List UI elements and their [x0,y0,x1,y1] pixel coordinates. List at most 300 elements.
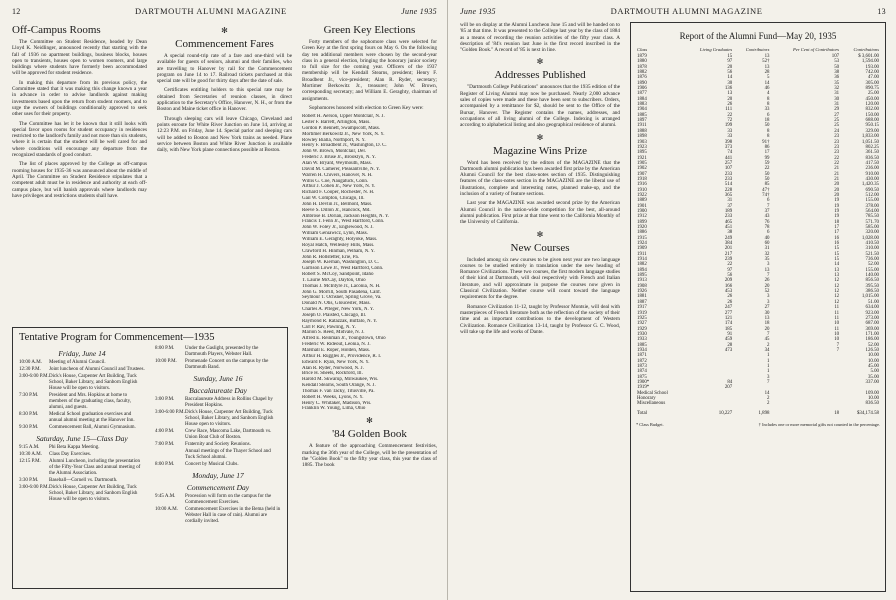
table-cell: 12 [834,283,840,289]
fares-para: Through sleeping cars will leave Chicago, Cleveland and points enroute for White River Junction on June 14, arriving at 12:23 P.M. on Friday, June 14. Special parlor and sleeping cars will be added to Boston and New York trains as needed. Plane service between Boston and White River Junction is available daily, with New York plane connections possible at Boston. [157,115,292,154]
table-cell: 1882 [637,262,647,268]
table-cell: 398 [724,139,733,145]
table-cell: 120.00 [865,102,879,108]
event-time: 7:00 P.M. [155,442,175,447]
table-cell: 15 [834,251,840,257]
table-cell: 36 [834,75,840,81]
event-time: 9:15 A.M. [19,445,40,450]
table-cell: 10,227 [718,410,733,416]
table-cell: 20 [727,64,733,70]
table-cell: 1898 [637,134,647,140]
table-cell: 14 [834,262,840,268]
table-cell: 395.50 [865,283,879,289]
section-ornament: ✻ [221,26,228,35]
table-cell: 1900* [637,379,650,385]
table-cell: 11 [834,315,840,321]
table-cell: 1919* [637,385,650,391]
member-name: Royal Hatch, Wellesley Hills, Mass. [302,242,375,248]
table-cell: 1,898 [758,410,770,416]
event-time: 10:00 P.M. [155,359,177,364]
right-columns [460,22,886,592]
footnote-memorial: † Includes one or more memorial gifts not counted in the percentage. [758,422,880,428]
program-day-heading: Commencement Day [186,483,250,492]
table-cell: 1881 [637,294,647,300]
table-cell: 45.00 [867,363,879,369]
table-cell: 923.00 [865,310,879,316]
program-event [155,449,281,461]
table-cell: 378.00 [865,203,879,209]
courses-para: Romance Civilization 11-12, taught by Professor Montsie, will deal with masterpieces of French literature both as the reflection of the society of their time and as important contributions to the development of Western Civilization. Romance Civilization 13-14, taught by Professor G. C. Wood, will take up the life and works of Dante. [460,303,620,335]
table-cell: 310.00 [865,246,879,252]
table-cell: 76 [764,219,770,225]
table-cell: 1,594.00 [861,59,879,65]
table-cell: 5 [767,75,770,81]
table-cell: 51.00 [867,299,879,305]
offcampus-title: Off-Campus Rooms [12,24,101,36]
table-cell: 10.00 [867,396,879,401]
event-time: 10:30 A.M. [19,452,42,457]
elections-para: Sophomores honored with election to Green Key were: [309,104,424,111]
table-cell: 1,051.50 [861,139,879,145]
event-description: Dick's House, Carpenter Art Building, Tuck School, Baker Library, and Sanborn English House will be open to visitors. [49,374,138,391]
table-cell: 97 [727,267,733,273]
table-cell: 23 [834,150,840,156]
program-event [155,429,281,441]
table-cell: 3 [767,262,770,268]
table-cell: 20 [834,192,840,198]
table-cell: 450.00 [865,96,879,102]
table-cell: 140.00 [865,273,879,279]
table-cell: 12 [834,294,840,300]
event-description: Commencement Ball, Alumni Gymnasium. [49,425,136,430]
golden-book-para: A feature of the approaching Commencement festivities, marking the 36th year of the College, will be the presentation of the "Golden Book" to the fifty year class, this year the class of 1885. The book [302,443,437,469]
table-cell: 1872 [637,358,647,364]
table-cell: 171.00 [865,331,879,337]
member-name: Alan W. Bryant, Weymouth, Mass. [302,161,372,167]
table-cell: 1904 [637,107,647,113]
table-cell: 1871 [637,353,647,359]
table-cell: 21 [834,171,840,177]
member-name: Edward F. Ryan, New York, N. Y. [302,359,370,365]
member-name: Francis T. Fenn Jr., West Hartford, Conn. [302,219,385,225]
table-cell: 1,833.00 [861,134,879,140]
table-cell: 185 [724,326,733,332]
table-cell: 1903 [637,139,647,145]
table-cell: 22 [834,155,840,161]
table-cell: 155.00 [865,267,879,273]
table-cell: 16 [834,235,840,241]
fares-para: A special round-trip rate of a fare and one-third will be available for guests of seniors, alumni and their families, who are travelling to Hanover by rail for the Commencement program on June 14 to 17. Railroad tickets purchased at this special rate will be good for thirty days after the date of sale. [157,53,292,85]
table-cell: 273.00 [865,315,879,321]
member-name: Kendall Stearns, South Orange, N. J. [302,383,376,389]
table-cell: 585.00 [865,225,879,230]
table-cell: 19 [834,203,840,209]
event-description: Dick's House, Carpenter Art Building, Tuck School, Baker Library, and Sanborn English House will be open to visitors. [49,485,138,502]
table-cell: 8 [767,96,770,102]
event-time: 9:30 P.M. [19,425,39,430]
section-ornament: ✻ [536,57,544,67]
table-cell: 52 [764,289,770,295]
table-cell: 25.00 [867,91,879,97]
table-cell: 384 [724,241,733,247]
event-time: 8:00 P.M. [155,346,175,351]
table-cell: 25 [834,123,840,129]
event-description: Under the Gaslight, presented by the Dartmouth Players, Webster Hall. [185,346,259,357]
table-cell: 1925 [637,315,647,321]
table-cell: 186.00 [865,337,879,343]
event-description: Phi Beta Kappa Meeting. [49,445,100,450]
table-cell: 6 [767,198,770,204]
table-cell: 3 [767,374,770,380]
table-cell: 1900 [637,208,647,214]
table-cell: 1911 [637,123,647,129]
table-cell: 13 [764,315,770,321]
table-cell: 8 [767,134,770,140]
member-name: Reeve S. Dillon Jr., Hancock, Md. [302,207,371,213]
table-cell: 1912 [637,214,647,220]
table-cell: 11 [834,310,840,316]
table-cell: 410.50 [865,241,879,247]
table-cell: 512.00 [865,192,879,198]
table-cell: 14 [764,390,770,396]
program-event [155,442,281,448]
table-cell: 47† [762,187,770,193]
table-cell: 99 [764,155,770,161]
table-cell: 50 [764,171,770,177]
table-cell: 50 [764,123,770,129]
table-cell: 30 [834,96,840,102]
table-cell: 86 [764,144,770,150]
table-cell: 35 [764,257,770,263]
member-name: Donald N. Otis, Gloucester, Mass. [302,301,371,307]
program-event [155,410,281,428]
table-cell: 1,028.00 [861,235,879,241]
table-cell: 43 [764,214,770,220]
table-cell: 53 [834,59,840,65]
table-cell: 890.75 [865,86,879,92]
table-cell: 34 [764,347,770,353]
magazine-title: DARTMOUTH ALUMNI MAGAZINE [134,6,287,16]
table-cell: 571.70 [865,219,879,225]
event-description: Class Day Exercises. [49,452,92,457]
program-columns [19,346,281,526]
table-cell: 111 [725,107,733,113]
table-cell: 91 [727,331,733,337]
table-cell: 1890 [637,80,647,86]
table-cell: 13 [727,91,733,97]
table-cell: 166 [724,283,733,289]
table-cell: 1923 [637,144,647,150]
elections-para: Forty members of the sophomore class were selected for Green Key at the first spring fours on May 6. On the following day ten additional members were chosen by the second-year class in a general election, bringing the honorary junior society to full size for the coming year. Officers of the 1937 membership will be Kendall Stearns, president; Henry F. Broadbent Jr., vice-president; Alan R. Ryder, secretary; Mortimer Berkowitz Jr., treasurer; John W. Brown, corresponding secretary; and William E. Geraghty, chairman of assignments. [302,39,437,102]
prize-para: Word has been received by the editors of the MAGAZINE that the Dartmouth alumni publication has been awarded first prize by the American Alumni Council for the best class-notes section of 1935. Distinguishing features of the class-notes section in the MAGAZINE are the liberal use of illustrations, complete and interesting notes, planned make-up, and the inclusion of a variety of feature sections. [460,159,620,198]
table-cell: 365 [724,192,733,198]
table-cell: 430.00 [865,176,879,182]
table-cell: 1880 [637,59,647,65]
table-cell: 2 [767,396,770,401]
table-cell: 1 [767,358,770,364]
member-name: Henry F. Broadbent Jr., Washington, D. C. [302,143,387,149]
table-cell: 687.00 [865,321,879,327]
table-cell: 1879 [637,54,647,59]
table-cell: 26 [727,102,733,108]
event-time [155,449,185,461]
member-name: Frederic J. Bruse Jr., Brooklyn, N. Y. [302,155,376,161]
table-cell: 97 [727,59,733,65]
table-cell: 1905 [637,160,647,166]
table-cell: 20 [764,283,770,289]
table-cell: 32 [764,251,770,257]
prize-para: Last year the MAGAZINE was awarded second prize by the American Alumni Council in the nation-wide competition for the best, all-around alumni publication. First prize at that time went to the California Monthly of the University of California. [460,200,620,226]
event-time: 9:45 A.M. [155,494,176,499]
table-cell: 10 [834,331,840,337]
table-cell: 1933 [637,337,647,343]
table-cell: 910.00 [865,171,879,177]
courses-para: Included among six new courses to be given next year are two language courses to be studied entirely in translation under the new heading of Romance Civilizations. These two courses, the first modern language studies of their kind at Dartmouth, will deal respectively with French and Italian literature, and will approximate in purpose the courses now given in Classical Civilization. Neither course will count toward the language requirements for the degree. [460,256,620,301]
table-cell: 38 [727,230,733,236]
member-name: Richard F. Cooper, Rochester, N. H. [302,190,375,196]
table-cell: 50 [834,64,840,70]
table-cell: 74 [727,150,733,156]
table-cell: 1906 [637,86,647,92]
program-day-heading: Monday, June 17 [192,471,244,480]
table-cell: 1894 [637,267,647,273]
table-cell: 785.50 [865,214,879,220]
table-cell: 12 [834,278,840,284]
table-cell: 1918 [637,176,647,182]
program-event [19,412,145,424]
event-time: 7:30 P.M. [19,393,39,398]
table-cell: 277 [724,310,733,316]
table-cell: 85 [764,182,770,188]
member-name: Joseph W. Kiernan, Washington, D. C. [302,260,380,266]
table-cell: 836.50 [865,401,879,407]
event-time: 3:00-6:00 P.M. [19,374,49,379]
table-cell: 22 [834,160,840,166]
program-event [155,346,281,358]
program-box [12,327,288,589]
table-cell: Miscellaneous [637,401,666,407]
member-name: Brice H. Sheets, Rockford, Ill. [302,371,363,377]
table-cell: 33 [727,134,733,140]
running-head-right [460,6,886,16]
table-cell: 1 [767,369,770,375]
event-time: 8:00 P.M. [155,462,175,467]
table-cell: 27 [834,112,840,118]
table-cell: 1,420.35 [861,182,879,188]
running-head-left [12,6,437,16]
member-name: Lester F. Barrett, Arlington, Mass. [302,120,371,126]
table-cell: 417.50 [865,160,879,166]
table-cell: 1883 [637,102,647,108]
program-event [19,459,145,477]
table-cell: 1926 [637,289,647,295]
table-cell: 207 [724,385,733,391]
table-cell: 14 [727,75,733,81]
offcampus-para: The Committee has let it be known that it still looks with special favor upon rooms for student occupancy in residences restricted to the landlord's family and not more than six students, where it is certain that the student will be well cared for and where conditions will encourage any departure from the recognized standards of good conduct. [12,120,147,159]
table-cell: 18 [764,118,770,124]
table-cell: 35.00 [867,374,879,380]
table-cell: 7 [767,203,770,209]
table-cell: 28 [764,70,770,76]
table-cell: 1908 [637,283,647,289]
table-cell: 20 [727,96,733,102]
table-cell: 1924 [637,241,647,247]
right-page [448,0,896,600]
elections-title: Green Key Elections [323,24,416,36]
golden-book-continued: will be on display at the Alumni Luncheon June 15 and will be handed on to '85 at that time. It was presented to the College last year by the class of 1884 as a means of recording the reunion activities of the fifty year class. A description of '84's reunion last June is the first record inscribed in the "Golden Book." A record of '85 is next in line. [460,22,620,54]
table-cell: 320.00 [865,230,879,236]
member-name: Robert S. McCoy, Sandpoint, Idaho [302,272,374,278]
event-description: Promenade Concert on the campus by the Dartmouth Band. [185,359,269,370]
member-name: Warren H. Chivers, Hanover, N. H. [302,172,373,178]
member-name: Arthur H. Ruggles Jr., Providence, R. I. [302,353,382,359]
table-cell: 1878 [637,64,647,70]
table-cell: 15 [834,246,840,252]
table-cell: 35 [834,80,840,86]
event-description: Crew Race, Mascoma Lake, Dartmouth vs. Union Boat Club of Boston. [185,429,272,440]
green-key-member-list [302,114,437,412]
table-header-row [636,47,880,54]
table-cell: 690.50 [865,187,879,193]
table-cell: 1909 [637,246,647,252]
table-cell: 37 [764,208,770,214]
table-cell: 3 [767,294,770,300]
table-cell: 1885 [637,342,647,348]
issue-date: June 1935 [460,7,496,16]
table-cell: 33 [764,107,770,113]
col-header-percent: Per Cent of Contributors [793,47,840,52]
member-name: Raymond R. Ratazzak, Buffalo, N. Y. [302,318,378,324]
member-name: Willis G. Coe, Naugatuck, Conn. [302,178,369,184]
table-cell: 21 [834,166,840,172]
member-name: John W. Brown, Montclair, Del. [302,149,366,155]
event-description: Commencement Exercises in the Bema (held in Webster Hall in case of rain). Alumni are cordially invited. [185,507,281,524]
offcampus-para: In making this departure from its previous policy, the Committee stated that it was making this change known a year in advance in order to advise landlords against making investments based upon the return from student roomers, and to urge the owners of buildings conditionally approved to seek other uses for their property. [12,79,147,118]
table-cell: 1875 [637,374,647,380]
table-cell: 7 [767,331,770,337]
table-cell: 249 [724,235,733,241]
event-description: Concert by Musical Clubs. [185,462,239,467]
table-cell: 19 [834,214,840,220]
table-cell: 836.50 [865,155,879,161]
event-description: Baseball—Cornell vs. Dartmouth. [49,478,118,483]
table-row [636,407,880,416]
table-cell: $ 3,601.00 [858,54,879,59]
table-cell: 91† [762,139,770,145]
table-cell: 1886 [637,230,647,236]
event-description: Baccalaureate Address in Rollins Chapel by President Hopkins. [185,397,273,408]
table-cell: 1913 [637,278,647,284]
table-cell: 564.00 [865,208,879,214]
event-description: Procession will form on the campus for the Commencement Exercises. [185,494,272,505]
section-ornament: ✻ [536,229,544,239]
member-name: Joseph O. Plaisted, Chicago, Ill. [302,312,367,318]
table-cell: 12 [834,289,840,295]
table-cell: 52† [762,59,770,65]
table-cell: 30 [727,80,733,86]
program-day-heading: Sunday, June 16 [193,374,243,383]
event-time: 10:00 A.M. [19,360,42,365]
table-cell: 7 [836,342,840,348]
table-cell: 23 [834,144,840,150]
program-event [19,445,145,451]
member-name: Ambrose B. Dorian, Jackson Heights, N. Y. [302,213,390,219]
table-cell: 189 [724,208,733,214]
member-name: Gail W. Compton, Chicago, Ill. [302,196,365,202]
table-cell: 15 [834,257,840,263]
event-time: 12:15 P.M. [19,459,41,464]
member-name: John H. Devlin Jr., Belmont, Mass. [302,201,373,207]
table-cell: 521.50 [865,251,879,257]
table-cell: 17 [764,150,770,156]
member-name: Arthur J. Cohen Jr., New York, N. Y. [302,184,376,190]
table-cell: 20 [764,326,770,332]
table-cell: 45 [764,337,770,343]
table-cell: 7 [767,273,770,279]
table-cell: 84 [727,379,733,385]
right-col-2 [630,22,886,592]
table-cell: 52.00 [867,342,879,348]
member-name: Thomas F. van Tacky, Titusville, Pa. [302,388,375,394]
program-event [19,360,145,366]
table-cell: 209 [724,278,733,284]
table-cell: 217 [724,251,733,257]
table-cell: 109.00 [865,390,879,396]
member-name: David M. Camerer, Pleasantville, N. Y. [302,166,381,172]
table-cell: 369.00 [865,326,879,332]
member-name: Thomas J. McIntyre Jr., Laconia, N. H. [302,283,381,289]
table-cell: 950.15 [865,123,879,129]
table-cell: 742.00 [865,70,879,76]
event-description: Dick's House, Carpenter Art Building, Tuck School, Baker Library, and Sanborn English House open to visitors. [185,410,274,427]
table-cell: 247 [724,305,733,311]
table-cell: 465 [724,219,733,225]
table-cell: 1927 [637,321,647,327]
report-footnotes [636,422,880,427]
table-cell: 1911 [637,251,647,257]
table-cell: 1930 [637,331,647,337]
table-cell: 52.00 [867,262,879,268]
table-cell: 1915 [637,235,647,241]
member-name: Harold M. Skwarup, Milwaukee, Wis. [302,377,379,383]
table-cell: 451 [724,225,733,230]
table-cell: 473 [724,347,733,353]
table-cell: 1910 [637,187,647,193]
table-cell: 16 [834,241,840,247]
member-name: Marion S. Reed, Midvale, N. J. [302,330,365,336]
table-cell: 22 [727,112,733,118]
table-cell: 257 [724,160,733,166]
table-cell: 31 [834,91,840,97]
table-cell: 22 [764,166,770,172]
table-cell: 13 [764,54,770,59]
table-body [636,54,880,416]
table-cell: 47.00 [867,75,879,81]
table-cell: 150.00 [865,112,879,118]
table-cell: 1884 [637,96,647,102]
event-description: Annual meetings of the Thayer School and Tuck School alumni. [185,449,271,460]
table-cell: 18 [834,219,840,225]
event-time: 12:30 P.M. [19,367,41,372]
table-cell: 29 [834,107,840,113]
table-cell: 1895 [637,150,647,156]
prize-title: Magazine Wins Prize [492,144,588,157]
table-cell: 7 [836,347,840,353]
program-title: Tentative Program for Commencement—1935 [19,332,215,343]
table-cell: 121 [724,315,733,321]
left-col-3 [302,22,437,471]
table-cell: 4 [767,91,770,97]
